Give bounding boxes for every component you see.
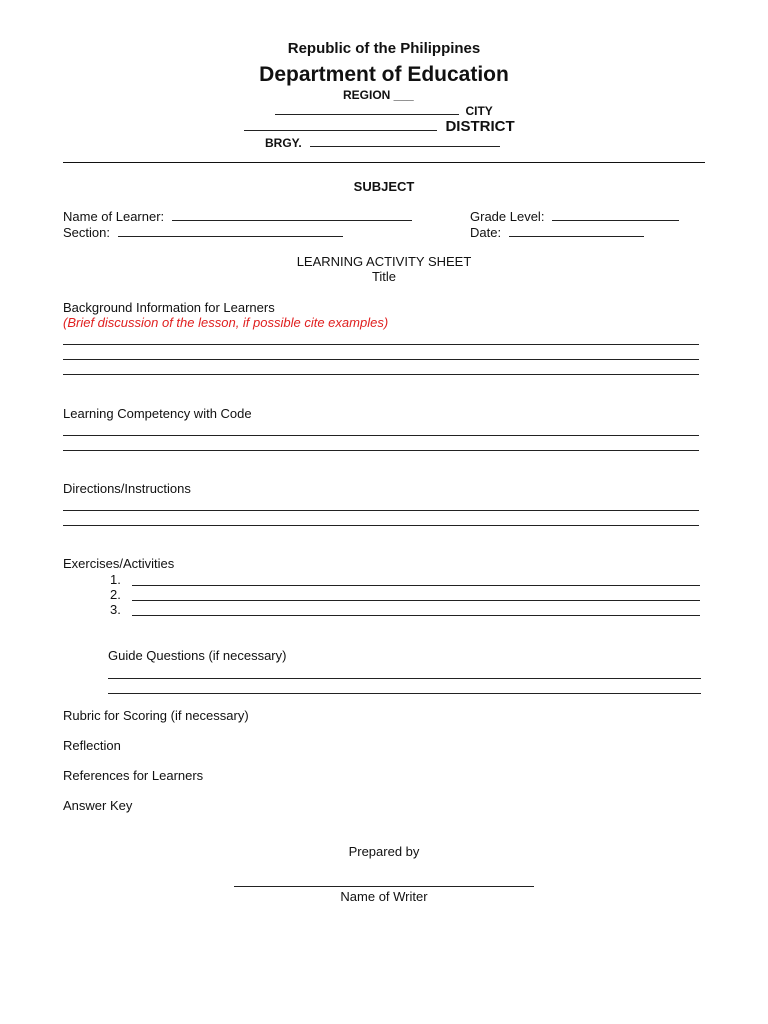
section-label: Section: [63, 225, 110, 240]
rubric-heading: Rubric for Scoring (if necessary) [63, 708, 249, 723]
grade-level-row [470, 209, 679, 224]
district-label: DISTRICT [445, 118, 515, 135]
sheet-title: LEARNING ACTIVITY SHEET [296, 254, 472, 269]
background-line-3[interactable] [63, 374, 699, 375]
guide-questions-line-2[interactable] [108, 693, 701, 694]
references-heading: References for Learners [63, 768, 204, 783]
date-label: Date: [470, 225, 502, 240]
exercise-item-3-number: 3. [110, 602, 121, 617]
competency-line-2[interactable] [63, 450, 699, 451]
guide-questions-heading: Guide Questions (if necessary) [108, 648, 287, 663]
exercise-item-3-line[interactable] [132, 615, 700, 616]
directions-heading: Directions/Instructions [63, 481, 191, 496]
competency-line-1[interactable] [63, 435, 699, 436]
name-of-learner-label: Name of Learner: [63, 209, 165, 224]
name-of-learner-row [63, 209, 412, 224]
district-row [244, 116, 515, 136]
guide-questions-line-1[interactable] [108, 678, 701, 679]
header-divider [63, 162, 705, 163]
district-blank [244, 116, 437, 131]
exercises-heading: Exercises/Activities [63, 556, 175, 571]
background-heading: Background Information for Learners [63, 300, 275, 315]
directions-line-2[interactable] [63, 525, 699, 526]
background-note: (Brief discussion of the lesson, if possible cite examples) [63, 315, 389, 330]
exercise-item-2-number: 2. [110, 587, 121, 602]
city-blank [275, 103, 459, 115]
reflection-heading: Reflection [63, 738, 121, 753]
competency-heading: Learning Competency with Code [63, 406, 252, 421]
directions-line-1[interactable] [63, 510, 699, 511]
section-row [63, 225, 343, 240]
grade-level-label: Grade Level: [470, 209, 545, 224]
city-label: CITY [465, 104, 493, 118]
date-row [470, 225, 644, 240]
title-placeholder: Title [371, 269, 397, 284]
brgy-blank [310, 135, 500, 147]
background-line-2[interactable] [63, 359, 699, 360]
name-of-writer-label: Name of Writer [340, 889, 428, 904]
exercise-item-1-number: 1. [110, 572, 121, 587]
name-of-learner-field[interactable] [172, 209, 412, 221]
date-field[interactable] [509, 225, 644, 237]
brgy-row [265, 134, 500, 152]
region-label: REGION ___ [343, 88, 414, 102]
subject-heading: SUBJECT [353, 179, 415, 194]
prepared-by-label: Prepared by [348, 844, 420, 859]
section-field[interactable] [118, 225, 343, 237]
brgy-label: BRGY. [265, 136, 302, 150]
exercise-item-1-line[interactable] [132, 585, 700, 586]
grade-level-field[interactable] [552, 209, 679, 221]
answer-key-heading: Answer Key [63, 798, 133, 813]
background-line-1[interactable] [63, 344, 699, 345]
republic-heading: Republic of the Philippines [287, 40, 481, 57]
writer-signature-line[interactable] [234, 886, 534, 887]
exercise-item-2-line[interactable] [132, 600, 700, 601]
department-heading: Department of Education [259, 63, 509, 86]
